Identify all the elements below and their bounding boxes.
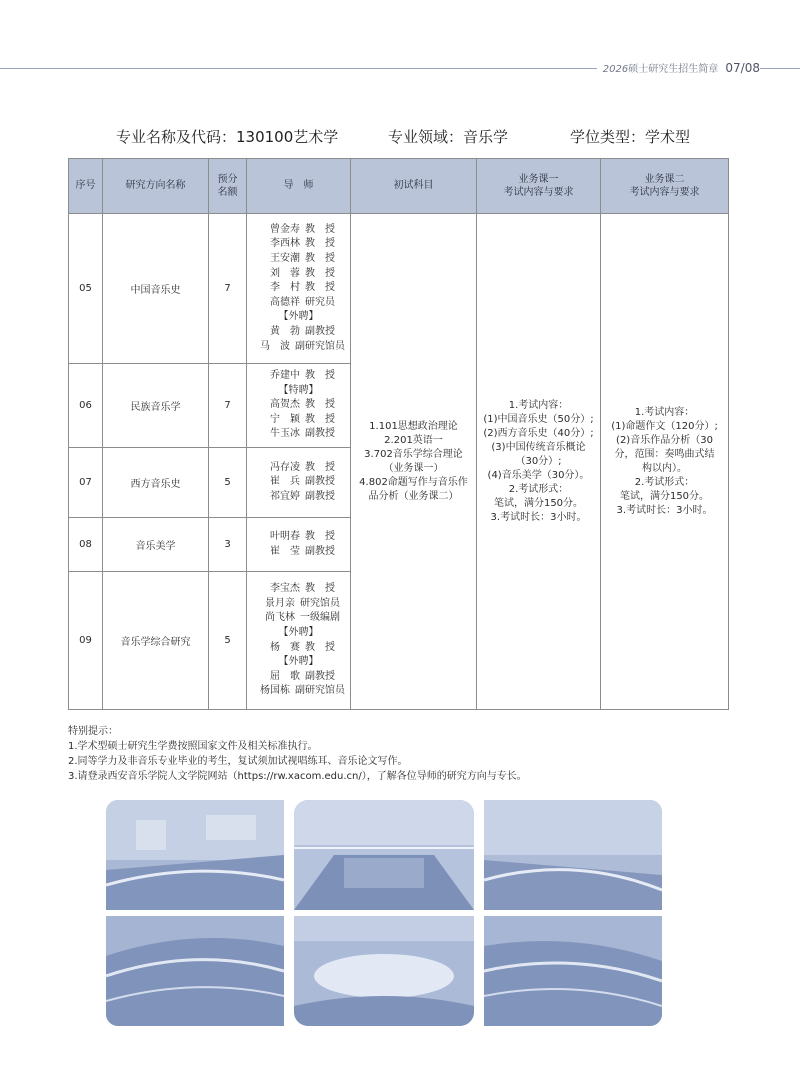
col-header-course1-l1: 业务课一 bbox=[518, 173, 559, 185]
tutor-entry bbox=[247, 281, 350, 296]
tutor-name: 高贺杰 bbox=[270, 399, 300, 411]
tutor-title: 教 授 bbox=[305, 583, 335, 595]
header-year: 2026 bbox=[602, 64, 629, 75]
exam-subjects bbox=[351, 214, 477, 710]
note-item: 1.学术型硕士研究生学费按照国家文件及相关标准执行。 bbox=[68, 741, 318, 752]
tutor-title: 副研究馆员 bbox=[295, 340, 345, 352]
row-direction: 西方音乐史 bbox=[103, 448, 209, 518]
tutor-name: 崔 莹 bbox=[270, 545, 300, 557]
special-notes bbox=[68, 724, 748, 784]
course2-line: (2)音乐作品分析（30 bbox=[616, 434, 713, 446]
tutor-entry bbox=[247, 670, 350, 685]
tutor-title: 教 授 bbox=[305, 461, 335, 473]
row-tutors bbox=[247, 364, 351, 448]
major-name-code: 专业名称及代码：130100艺术学 bbox=[116, 128, 339, 146]
degree-type: 学位类型：学术型 bbox=[570, 128, 691, 146]
tutor-entry bbox=[247, 296, 350, 311]
concert-hall-photo-collage bbox=[106, 800, 662, 1026]
course1-line: 2.考试形式： bbox=[508, 483, 569, 495]
tutor-title: 副教授 bbox=[305, 545, 335, 557]
tutor-name: 屈 歌 bbox=[270, 670, 300, 682]
tutor-title: 研究馆员 bbox=[300, 597, 340, 609]
tutor-name: 李 村 bbox=[270, 282, 300, 294]
tutor-name: 乔建中 bbox=[270, 370, 300, 382]
tutor-title: 研究员 bbox=[305, 296, 335, 308]
tutor-name: 宁 颖 bbox=[270, 413, 300, 425]
course1-line: 1.考试内容： bbox=[508, 399, 569, 411]
row-direction: 音乐美学 bbox=[103, 518, 209, 572]
row-tutors bbox=[247, 448, 351, 518]
photo-hall-left-upper bbox=[106, 800, 284, 910]
tutor-entry bbox=[247, 223, 350, 238]
tutor-title: 教 授 bbox=[305, 399, 335, 411]
tutor-title: 教 授 bbox=[305, 413, 335, 425]
col-header-quota bbox=[209, 159, 247, 214]
tutor-name: 王安潮 bbox=[270, 253, 300, 265]
tutor-entry bbox=[247, 267, 350, 282]
tutor-name: 曾金寿 bbox=[270, 223, 300, 235]
col-header-exam: 初试科目 bbox=[351, 159, 477, 214]
course1-line: (4)音乐美学（30分）。 bbox=[487, 469, 590, 481]
tutor-title: 教 授 bbox=[305, 282, 335, 294]
tutor-title: 教 授 bbox=[305, 530, 335, 542]
course1-line: 笔试，满分150分。 bbox=[493, 497, 584, 509]
course2-line: 笔试，满分150分。 bbox=[619, 490, 710, 502]
photo-hall-center-lower bbox=[294, 916, 474, 1026]
tutor-entry bbox=[247, 461, 350, 476]
row-no: 07 bbox=[69, 448, 103, 518]
tutor-title: 副教授 bbox=[305, 490, 335, 502]
col-header-course2 bbox=[601, 159, 729, 214]
col-header-course2-l1: 业务课二 bbox=[644, 173, 685, 185]
tutor-name: 黄 勃 bbox=[270, 325, 300, 337]
col-header-course2-l2: 考试内容与要求 bbox=[629, 187, 700, 198]
course2-requirements bbox=[601, 214, 729, 710]
row-no: 05 bbox=[69, 214, 103, 364]
tutor-entry bbox=[247, 384, 350, 399]
tutor-title: 一级编剧 bbox=[300, 612, 340, 624]
tutor-title: 教 授 bbox=[305, 267, 335, 279]
exam-line: 4.802命题写作与音乐作 bbox=[359, 476, 468, 488]
tutor-affiliation-note: 【外聘】 bbox=[278, 656, 319, 668]
tutor-title: 教 授 bbox=[305, 370, 335, 382]
tutor-title: 副研究馆员 bbox=[295, 685, 345, 697]
tutor-affiliation-note: 【外聘】 bbox=[278, 311, 319, 323]
note-item: 3.请登录西安音乐学院人文学院网站（https://rw.xacom.edu.cn/），了解各位导师的研究方向与专长。 bbox=[68, 771, 527, 782]
tutor-entry bbox=[247, 626, 350, 641]
tutor-entry bbox=[247, 237, 350, 252]
tutor-entry bbox=[247, 641, 350, 656]
course1-line: （30分）; bbox=[515, 455, 562, 467]
major-field: 专业领域：音乐学 bbox=[388, 128, 509, 146]
photo-hall-right-upper bbox=[484, 800, 662, 910]
tutor-entry bbox=[247, 582, 350, 597]
tutor-entry bbox=[247, 369, 350, 384]
tutor-name: 景月亲 bbox=[265, 597, 295, 609]
tutor-title: 教 授 bbox=[305, 223, 335, 235]
tutor-entry bbox=[247, 655, 350, 670]
row-quota: 7 bbox=[209, 214, 247, 364]
tutor-entry bbox=[247, 252, 350, 267]
tutor-entry bbox=[247, 413, 350, 428]
course2-line: 2.考试形式： bbox=[634, 476, 695, 488]
tutor-name: 牛玉冰 bbox=[270, 428, 300, 440]
program-table bbox=[68, 158, 729, 710]
row-direction: 民族音乐学 bbox=[103, 364, 209, 448]
course2-line: 3.考试时长：3小时。 bbox=[616, 504, 713, 516]
row-quota: 5 bbox=[209, 448, 247, 518]
tutor-entry bbox=[247, 611, 350, 626]
notes-title: 特别提示： bbox=[68, 726, 118, 737]
row-tutors bbox=[247, 518, 351, 572]
tutor-name: 冯存凌 bbox=[270, 461, 300, 473]
col-header-quota-l1: 预分 bbox=[217, 173, 238, 185]
tutor-title: 副教授 bbox=[305, 670, 335, 682]
running-header bbox=[597, 60, 760, 75]
col-header-no: 序号 bbox=[69, 159, 103, 214]
tutor-entry bbox=[247, 427, 350, 442]
col-header-quota-l2: 名额 bbox=[217, 187, 238, 198]
col-header-course1 bbox=[477, 159, 601, 214]
exam-line: （业务课一） bbox=[383, 462, 444, 474]
tutor-entry bbox=[247, 325, 350, 340]
course2-line: 分，范围：奏鸣曲式结 bbox=[614, 448, 715, 460]
tutor-name: 尚飞林 bbox=[265, 612, 295, 624]
exam-line: 1.101思想政治理论 bbox=[369, 420, 458, 432]
tutor-name: 祁宜婷 bbox=[270, 490, 300, 502]
tutor-entry bbox=[247, 340, 350, 355]
photo-hall-left-lower bbox=[106, 916, 284, 1026]
tutor-entry bbox=[247, 530, 350, 545]
tutor-name: 杨 赛 bbox=[270, 641, 300, 653]
course1-line: (3)中国传统音乐概论 bbox=[491, 441, 586, 453]
page-number: 07/08 bbox=[725, 61, 760, 75]
tutor-name: 崔 兵 bbox=[270, 476, 300, 488]
table-header-row bbox=[69, 159, 729, 214]
row-direction: 中国音乐史 bbox=[103, 214, 209, 364]
tutor-title: 教 授 bbox=[305, 641, 335, 653]
exam-line: 3.702音乐学综合理论 bbox=[364, 448, 463, 460]
tutor-name: 马 波 bbox=[260, 340, 290, 352]
exam-line: 品分析（业务课二） bbox=[368, 490, 459, 502]
course2-line: 1.考试内容： bbox=[634, 406, 695, 418]
tutor-title: 教 授 bbox=[305, 238, 335, 250]
exam-line: 2.201英语一 bbox=[384, 434, 443, 446]
tutor-entry bbox=[247, 490, 350, 505]
row-quota: 7 bbox=[209, 364, 247, 448]
row-quota: 3 bbox=[209, 518, 247, 572]
tutor-name: 李宝杰 bbox=[270, 583, 300, 595]
tutor-entry bbox=[247, 475, 350, 490]
row-quota: 5 bbox=[209, 572, 247, 710]
course1-line: 3.考试时长：3小时。 bbox=[490, 511, 587, 523]
tutor-entry bbox=[247, 545, 350, 560]
note-item: 2.同等学力及非音乐专业毕业的考生，复试须加试视唱练耳、音乐论文写作。 bbox=[68, 756, 408, 767]
col-header-course1-l2: 考试内容与要求 bbox=[503, 187, 574, 198]
col-header-direction: 研究方向名称 bbox=[103, 159, 209, 214]
row-no: 06 bbox=[69, 364, 103, 448]
row-no: 08 bbox=[69, 518, 103, 572]
tutor-title: 教 授 bbox=[305, 253, 335, 265]
col-header-tutor: 导 师 bbox=[247, 159, 351, 214]
row-no: 09 bbox=[69, 572, 103, 710]
row-direction: 音乐学综合研究 bbox=[103, 572, 209, 710]
course1-line: (1)中国音乐史（50分）; bbox=[483, 413, 594, 425]
tutor-name: 李西林 bbox=[270, 238, 300, 250]
table-row bbox=[69, 214, 729, 364]
row-tutors bbox=[247, 214, 351, 364]
tutor-affiliation-note: 【外聘】 bbox=[278, 626, 319, 638]
tutor-name: 杨国栋 bbox=[260, 685, 290, 697]
tutor-title: 副教授 bbox=[305, 476, 335, 488]
tutor-affiliation-note: 【特聘】 bbox=[278, 384, 319, 396]
header-title: 硕士研究生招生简章 bbox=[628, 64, 719, 75]
photo-hall-center-upper bbox=[294, 800, 474, 910]
course1-line: (2)西方音乐史（40分）; bbox=[483, 427, 594, 439]
tutor-entry bbox=[247, 597, 350, 612]
course2-line: (1)命题作文（120分）; bbox=[611, 420, 718, 432]
course1-requirements bbox=[477, 214, 601, 710]
row-tutors bbox=[247, 572, 351, 710]
photo-hall-right-lower bbox=[484, 916, 662, 1026]
tutor-name: 叶明春 bbox=[270, 530, 300, 542]
tutor-title: 副教授 bbox=[305, 325, 335, 337]
tutor-entry bbox=[247, 684, 350, 699]
program-info bbox=[70, 126, 730, 148]
tutor-title: 副教授 bbox=[305, 428, 335, 440]
tutor-entry bbox=[247, 310, 350, 325]
tutor-entry bbox=[247, 398, 350, 413]
tutor-name: 刘 蓉 bbox=[270, 267, 300, 279]
tutor-name: 高德祥 bbox=[270, 296, 300, 308]
course2-line: 构以内）。 bbox=[642, 462, 687, 474]
